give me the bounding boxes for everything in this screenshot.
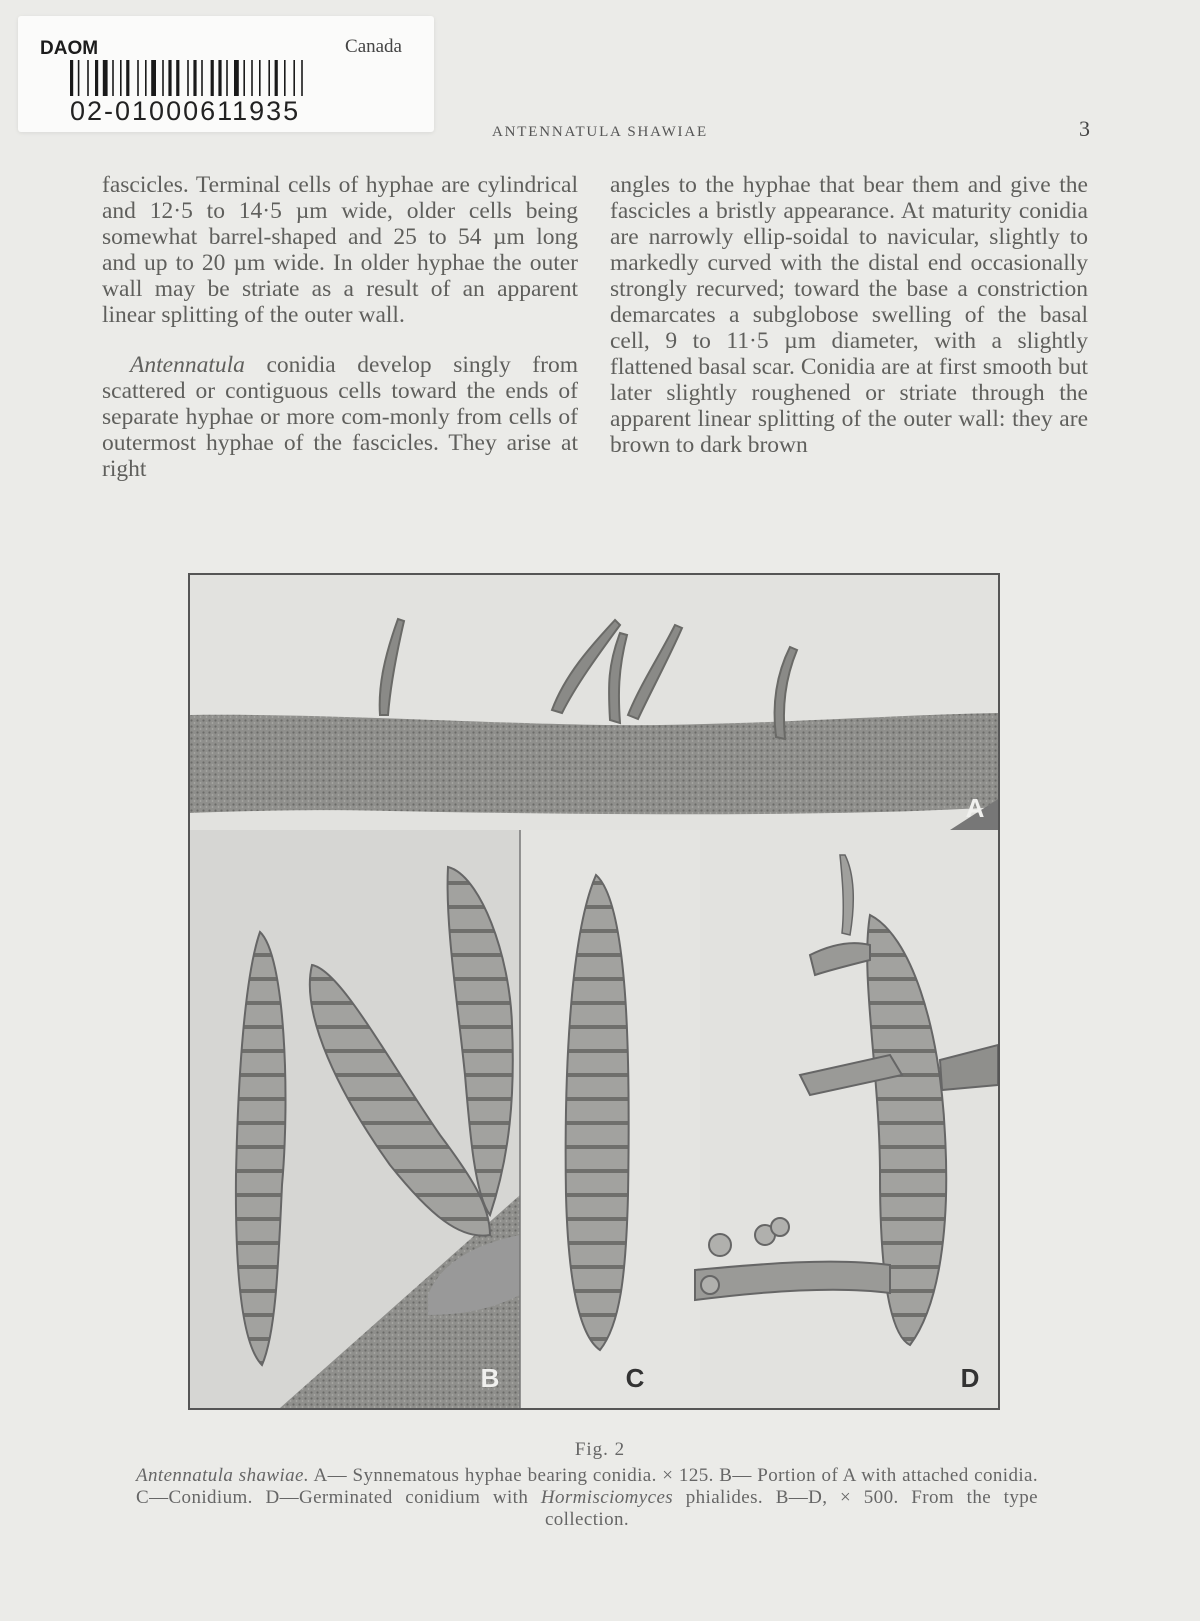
caption-text: A— Synnematous hyphae bearing conidia. × 125. B— Portion of A with attached conidia. C—Conidium. D—Germinated conidium with bbox=[136, 1465, 1039, 1508]
running-head: ANTENNATULA SHAWIAE bbox=[492, 124, 708, 140]
paragraph-text: conidia develop singly from scattered or contiguous cells toward the ends of separate hyphae or more com-monly from cells of outermost hyphae of the fascicles. They arise at right bbox=[102, 352, 578, 482]
genus-name: Antennatula bbox=[130, 352, 245, 378]
panel-label-c: C bbox=[625, 1363, 645, 1393]
paragraph: angles to the hyphae that bear them and give the fascicles a bristly appearance. At maturity conidia are narrowly ellip-soidal to navicular, slightly to markedly curved with the distal end occasionally strongly recurved; toward the base a constriction demarcates a subglobose swelling of the basal cell, 9 to 11·5 µm diameter, with a slightly flattened basal scar. Conidia are at first smooth but later slightly roughened or striate through the apparent linear splitting of the outer wall: they are brown to dark brown bbox=[610, 172, 1088, 458]
right-text-column bbox=[610, 172, 1088, 482]
species-name: Antennatula shawiae. bbox=[136, 1465, 310, 1486]
figure-caption bbox=[136, 1465, 1038, 1531]
caption-text: phialides. B—D, × 500. From the type collection. bbox=[544, 1487, 1038, 1530]
paragraph bbox=[102, 352, 578, 482]
specimen-label bbox=[18, 16, 434, 132]
page-number: 3 bbox=[1079, 116, 1090, 141]
panel-b bbox=[190, 830, 520, 1408]
paragraph: fascicles. Terminal cells of hyphae are cylindrical and 12·5 to 14·5 µm wide, older cells being somewhat barrel-shaped and 25 to 54 µm long and up to 20 µm wide. In older hyphae the outer wall may be striate as a result of an apparent linear splitting of the outer wall. bbox=[102, 172, 578, 328]
institution-code: DAOM bbox=[40, 38, 99, 59]
micrograph-plate bbox=[190, 575, 998, 1408]
panel-a bbox=[190, 575, 998, 830]
panel-c bbox=[520, 830, 700, 1408]
figure-title: Fig. 2 bbox=[574, 1439, 626, 1460]
panel-d bbox=[695, 830, 998, 1408]
genus-name: Hormisciomyces bbox=[540, 1487, 674, 1508]
panel-label-a: A bbox=[965, 793, 985, 823]
catalog-number: 02-01000611935 bbox=[70, 96, 301, 126]
left-text-column bbox=[102, 172, 578, 506]
panel-label-b: B bbox=[480, 1363, 500, 1393]
panel-label-d: D bbox=[960, 1363, 980, 1393]
barcode bbox=[70, 60, 392, 96]
figure-2-plate bbox=[188, 573, 1000, 1410]
country-wordmark: Canada bbox=[345, 36, 402, 57]
